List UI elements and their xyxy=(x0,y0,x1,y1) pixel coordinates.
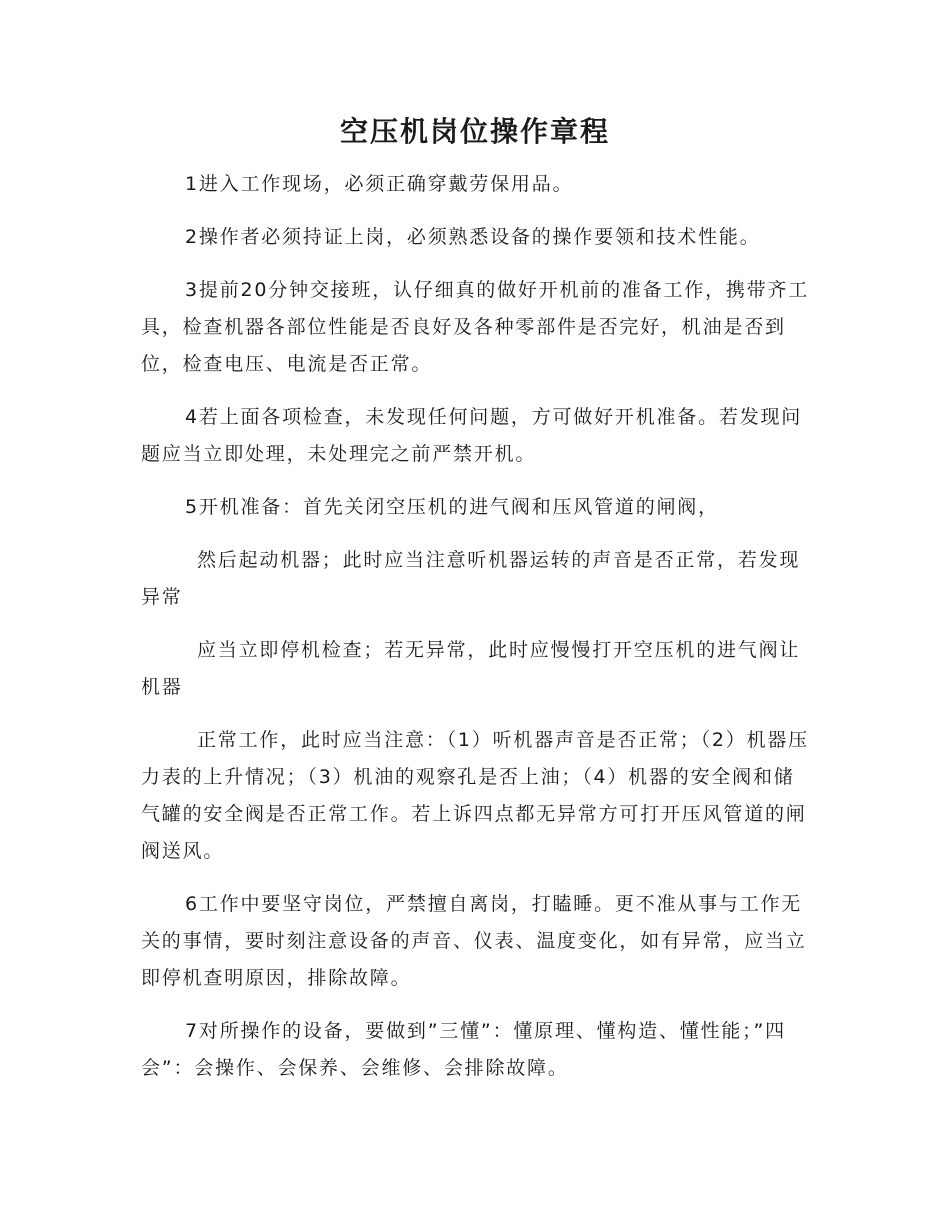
paragraph-2: 2操作者必须持证上岗，必须熟悉设备的操作要领和技术性能。 xyxy=(185,226,761,248)
document-title: 空压机岗位操作章程 xyxy=(339,115,610,148)
document-body xyxy=(141,166,811,1087)
paragraph-5-continued-3: 正常工作，此时应当注意：（1）听机器声音是否正常；（2）机器压力表的上升情况；（3）机油的观察孔是否上油；（4）机器的安全阀和储气罐的安全阀是否正常工作。若上诉四点都无异常方可打开压风管道的闸阀送风。 xyxy=(141,729,809,862)
paragraph-5-continued-2: 应当立即停机检查；若无异常，此时应慢慢打开空压机的进气阀让机器 xyxy=(141,639,801,698)
paragraph-7: 7对所操作的设备，要做到”三懂”：懂原理、懂构造、懂性能；”四会”：会操作、会保养、会维修、会排除故障。 xyxy=(141,1020,786,1079)
paragraph-5-continued-1: 然后起动机器；此时应当注意听机器运转的声音是否正常，若发现异常 xyxy=(141,549,801,608)
paragraph-1: 1进入工作现场，必须正确穿戴劳保用品。 xyxy=(185,173,574,195)
paragraph-6: 6工作中要坚守岗位，严禁擅自离岗，打瞌睡。更不准从事与工作无关的事情，要时刻注意设备的声音、仪表、温度变化，如有异常，应当立即停机查明原因，排除故障。 xyxy=(141,893,807,989)
paragraph-5: 5开机准备：首先关闭空压机的进气阀和压风管道的闸阀， xyxy=(185,496,719,518)
paragraph-3: 3提前20分钟交接班，认仔细真的做好开机前的准备工作，携带齐工具，检查机器各部位性能是否良好及各种零部件是否完好，机油是否到位，检查电压、电流是否正常。 xyxy=(141,279,810,375)
paragraph-4: 4若上面各项检查，未发现任何问题，方可做好开机准备。若发现问题应当立即处理，未处理完之前严禁开机。 xyxy=(141,406,803,465)
